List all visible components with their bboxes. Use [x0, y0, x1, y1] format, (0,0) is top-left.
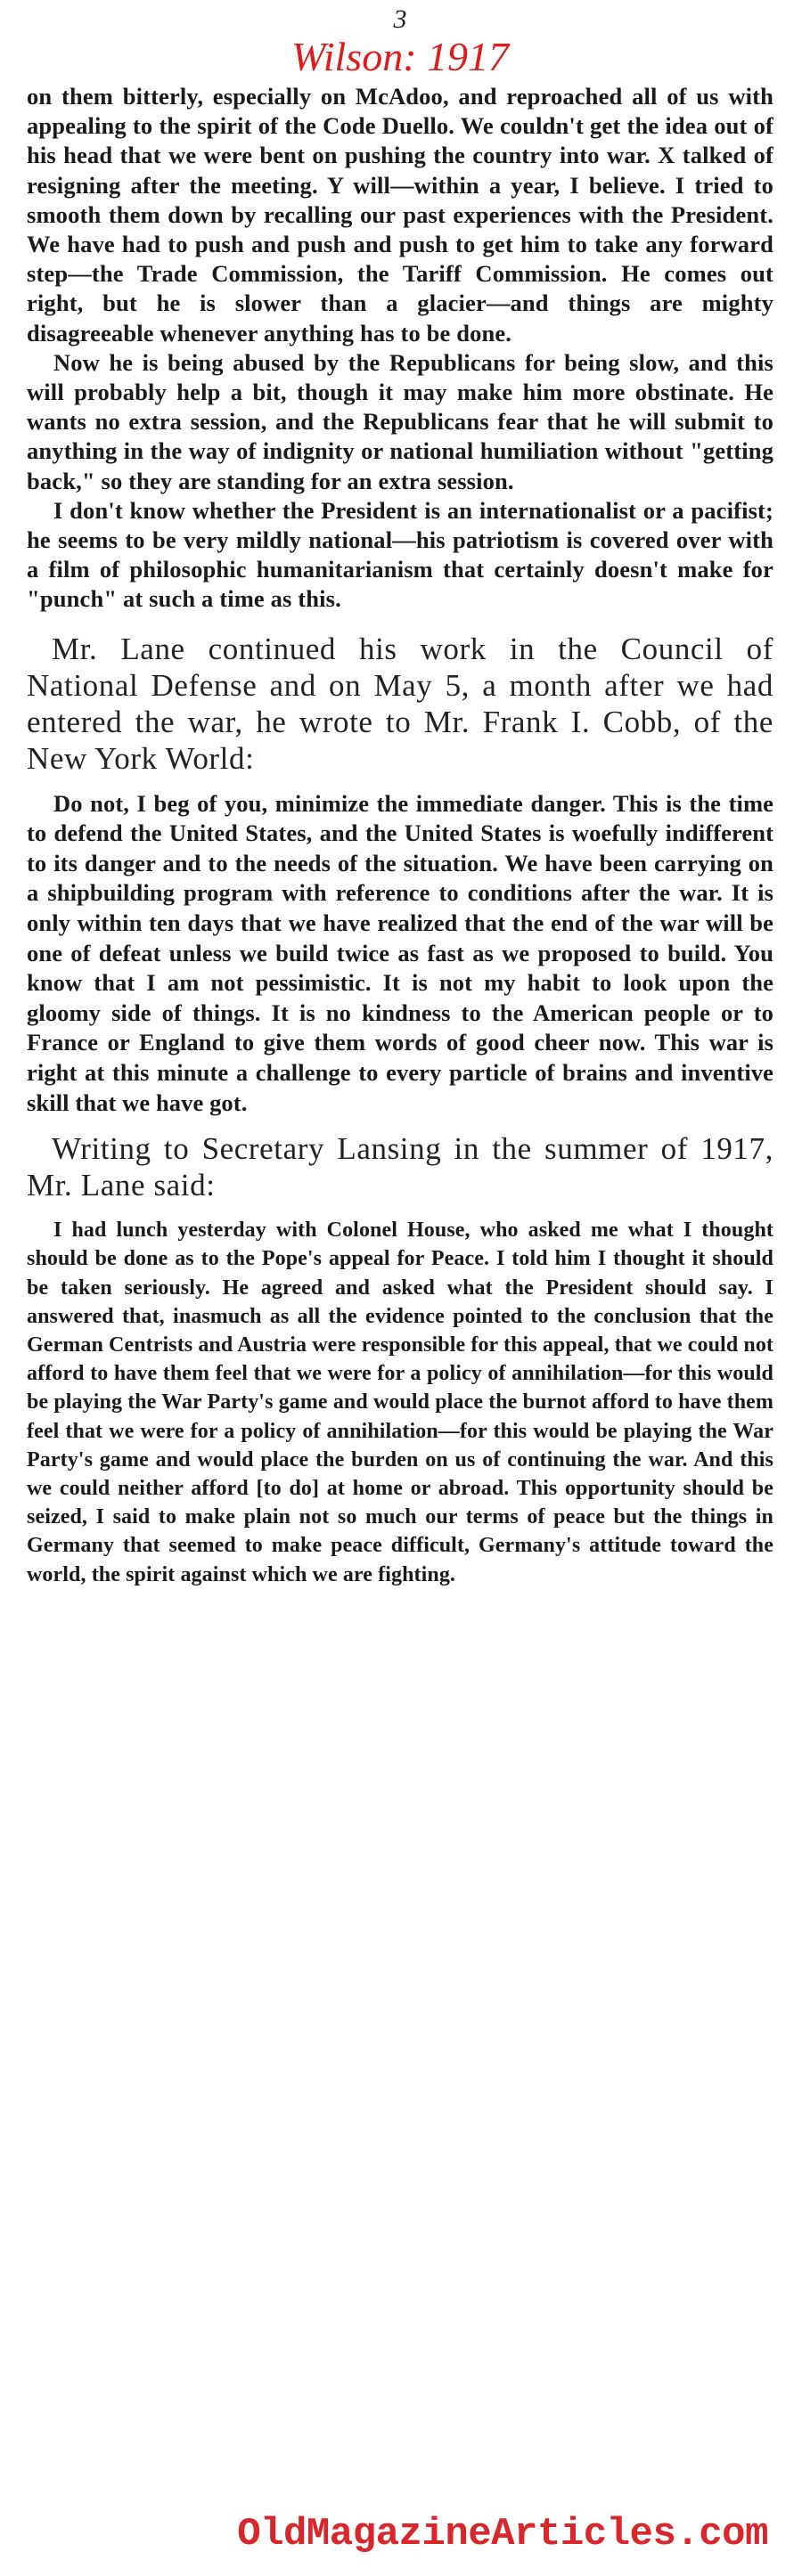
- site-watermark: OldMagazineArticles.com: [237, 2512, 768, 2556]
- page-title: Wilson: 1917: [291, 34, 510, 79]
- paragraph: Now he is being abused by the Republicans for being slow, and this will probably help a bit, though it may make him more obstinate. He wants no extra session, and the Republicans fear that he will submit to anything in the way of indignity or national humiliation without "getting back," so they are standing for an extra session.: [27, 348, 773, 494]
- narrative-text: Writing to Secretary Lansing in the summer of 1917, Mr. Lane said:: [27, 1131, 773, 1203]
- narrative-text: Mr. Lane continued his work in the Council of National Defense and on May 5, a month after we had entered the war, he wrote to Mr. Frank I. Cobb, of the New York World:: [27, 631, 773, 776]
- paragraph: I don't know whether the President is an internationalist or a pacifist; he seems to be very mildly national—his patriotism is covered over with a film of philosophic humanitarianism that certainly doesn't make for "punch" at such a time as this.: [27, 496, 773, 613]
- narrative-paragraph: [27, 631, 773, 777]
- narrative-paragraph: [27, 1130, 773, 1203]
- letter-text: Do not, I beg of you, minimize the immediate danger. This is the time to defend the United States, and the United States is woefully indifferent to its danger and to the needs of the situation. We have been carrying on a shipbuilding program with reference to conditions after the war. It is only within ten days that we have realized that the end of the war will be one of defeat unless we build twice as fast as we proposed to build. You know that I am not pessimistic. It is not my habit to look upon the gloomy side of things. It is no kindness to the American people or to France or England to give them words of good cheer now. This war is right at this minute a challenge to every particle of brains and inventive skill that we have got.: [27, 789, 773, 1116]
- letter-to-cobb: [27, 789, 773, 1119]
- letter-to-lansing: [27, 1216, 773, 1589]
- opening-letter-excerpt: [27, 82, 773, 615]
- letter-text: I had lunch yesterday with Colonel House, who asked me what I thought should be done as to the Pope's appeal for Peace. I told him I thought it should be taken seriously. He agreed and asked what the President should say. I answered that, inasmuch as all the evidence pointed to the conclusion that the German Centrists and Austria were responsible for this appeal, that we could not afford to have them feel that we were for a policy of annihilation—for this would be playing the War Party's game and would place the burnot afford to have them feel that we were for a policy of annihilation—for this would be playing the War Party's game and would place the burden on us of continuing the war. And this we could neither afford [to do] at home or abroad. This opportunity should be seized, I said to make plain not so much our terms of peace but the things in Germany that seemed to make peace difficult, Germany's attitude toward the world, the spirit against which we are fighting.: [27, 1219, 774, 1586]
- page-number: 3: [393, 4, 407, 34]
- paragraph: on them bitterly, especially on McAdoo, and reproached all of us with appealing to the spirit of the Code Duello. We couldn't get the idea out of his head that we were bent on pushing the country into war. X talked of resigning after the meeting. Y will—within a year, I believe. I tried to smooth them down by recalling our past experiences with the President. We have had to push and push and push to get him to take any forward step—the Trade Commission, the Tariff Commission. He comes out right, but he is slower than a glacier—and things are mighty disagreeable whenever anything has to be done.: [27, 83, 773, 346]
